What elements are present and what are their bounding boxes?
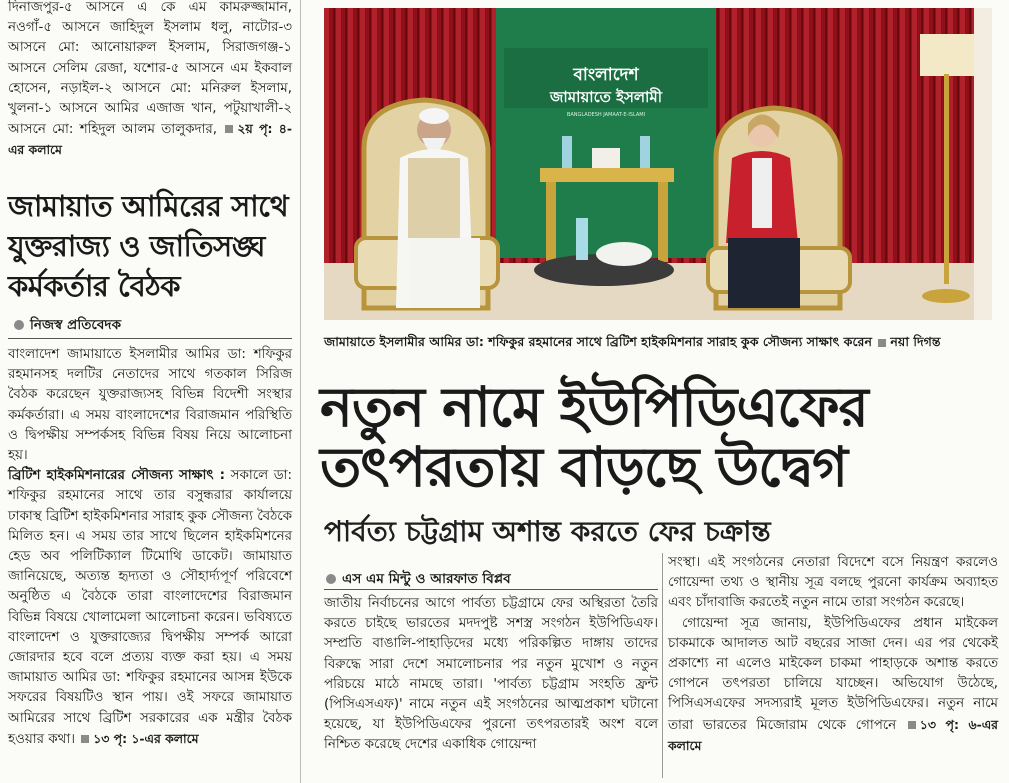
meeting-photo-illustration [324,8,992,320]
banner-title: বাংলাদেশ [573,65,639,85]
jump-marker-icon [908,721,916,729]
previous-story-jump[interactable]: ২য় পৃ: ৪-এর কলামে [8,121,292,158]
left-story-subhead: ব্রিটিশ হাইকমিশনারের সৌজন্য সাক্ষাৎ : [8,468,225,484]
divider [324,589,658,590]
main-story-column-2 [668,553,998,757]
credit-marker-icon [878,339,886,347]
main-headline-line-1: নতুন নামে ইউপিডিএফের [320,375,868,439]
main-headline [320,377,1002,497]
bullet-icon [14,320,24,330]
left-story-body [8,345,292,750]
banner-small-text: BANGLADESH JAMAAT-E-ISLAMI [566,112,646,118]
left-story-reporter: নিজস্ব প্রতিবেদক [14,314,121,337]
main-story-paragraph: গোয়েন্দা সূত্র জানায়, ইউপিডিএফের প্রধান মাইকেল চাকমাকে আদালত আট বছরের সাজা দেন। এর পর থেকেই প্রকাশ্যে না এলেও মাইকেল চাকমা পাহাড়কে অশান্ত করতে গোপনে তৎপরতা চালিয়ে যাচ্ছেন। অভিযোগ উঠেছে, পিসিএসএফের সদস্যরাই মূলত ইউপিডিএফের। নতুন নামে তারা ভারতের মিজোরাম থেকে গোপনে [668,615,998,733]
banner-subtitle: জামায়াতে ইসলামী [550,88,662,106]
column-divider [662,553,663,778]
main-story-jump[interactable]: ১৩ পৃ: ৬-এর কলামে [668,716,998,753]
previous-story-continuation [8,0,292,162]
jump-marker-icon [81,735,89,743]
divider [8,338,292,339]
main-story-byline: এস এম মিন্টু ও আরফাত বিপ্লব [326,568,511,591]
photo-caption: জামায়াতে ইসলামীর আমির ডা: শফিকুর রহমানের সাথে ব্রিটিশ হাইকমিশনার সারাহ কুক সৌজন্য সাক্ষাৎ করেন নয়া দিগন্ত [324,334,941,349]
left-column [8,0,292,783]
main-headline-line-2: তৎপরতায় বাড়ছে উদ্বেগ [320,435,848,499]
left-story-headline: জামায়াত আমিরের সাথে যুক্তরাজ্য ও জাতিসঙ্ঘ কর্মকর্তার বৈঠক [8,189,289,303]
main-story-paragraph: জাতীয় নির্বাচনের আগে পার্বত্য চট্টগ্রামে ফের অস্থিরতা তৈরি করতে চাইছে ভারতের মদদপুষ্ট সশস্ত্র সংগঠন ইউপিডিএফ। সম্প্রতি বাঙালি-পাহাড়িদের মধ্যে পরিকল্পিত দাঙ্গায় তাদের বিরুদ্ধে সারা দেশে সমালোচনার পর নতুন মুখোশ ও নতুন পরিচয়ে মাঠে নামছে তারা। 'পার্বত্য চট্টগ্রাম সংহতি ফ্রন্ট (পিসিএসএফ)' নামে নতুন এই সংগঠনের আত্মপ্রকাশ ঘটানো হয়েছে, যা ইউপিডিএফের পুরনো তৎপরতারই অংশ বলে নিশ্চিত করেছে দেশের একাধিক গোয়েন্দা [324,596,658,753]
main-story-paragraph: সংস্থা। এই সংগঠনের নেতারা বিদেশে বসে নিয়ন্ত্রণ করলেও গোয়েন্দা তথ্য ও স্থানীয় সূত্র বলছে পুরনো কার্যক্রম অব্যাহত এবং চাঁদাবাজি করতেই নতুন নামে তারা সংগঠন করেছে। [668,555,998,611]
main-story-column-1 [324,594,658,756]
jump-marker-icon [225,125,233,133]
previous-story-text: দিনাজপুর-৫ আসনে এ কে এম কামরুজ্জামান, নওগাঁ-৫ আসনে জাহিদুল ইসলাম ধলু, নাটোর-৩ আসনে মো: আনোয়ারুল ইসলাম, সিরাজগঞ্জ-১ আসনে সেলিম রেজা, যশোর-৫ আসনে এম ইকবাল হোসেন, নড়াইল-২ আসনে মো: মনিরুল ইসলাম, খুলনা-১ আসনে আমির এজাজ খান, পটুয়াখালী-২ আসনে মো: শহিদুল আলম তালুকদার, [8,0,292,138]
left-story-paragraph: বাংলাদেশ জামায়াতে ইসলামীর আমির ডা: শফিকুর রহমানসহ দলটির নেতাদের সাথে গতকাল সিরিজ বৈঠক করেছেন যুক্তরাজ্যসহ বিভিন্ন বিদেশী সংস্থার কর্মকর্তারা। এ সময় বাংলাদেশের বিরাজমান পরিস্থিতি ও দ্বিপক্ষীয় সম্পর্কসহ বিভিন্ন বিষয় নিয়ে আলোচনা হয়। [8,347,292,464]
bullet-icon [326,574,336,584]
news-photo [324,8,992,320]
column-divider [300,0,301,783]
main-subheadline: পার্বত্য চট্টগ্রাম অশান্ত করতে ফের চক্রান্ত [324,515,771,548]
left-story-jump[interactable]: ১৩ পৃ: ১-এর কলামে [93,730,199,746]
right-column [320,0,1002,783]
left-story-paragraph: সকালে ডা: শফিকুর রহমানের সাথে তার বসুন্ধরার কার্যালয়ে ঢাকাস্থ ব্রিটিশ হাইকমিশনার সারাহ কুক সৌজন্য বৈঠকে মিলিত হন। এ সময় তার সাথে ছিলেন হাইকমিশনের হেড অব পলিটিক্যাল টিমোথি ডাকেট। জামায়াত জানিয়েছে, অত্যন্ত হৃদ্যতা ও সৌহার্দ্যপূর্ণ পরিবেশে অনুষ্ঠিত এ বৈঠকে তারা বাংলাদেশের বিরাজমান বিভিন্ন বিষয়ে খোলামেলা আলোচনা করেন। ভবিষ্যতে বাংলাদেশ ও যুক্তরাজ্যের দ্বিপক্ষীয় সম্পর্ক আরো জোরদার হবে বলে প্রত্যয় ব্যক্ত করা হয়। এ সময় জামায়াত আমির ডা: শফিকুর রহমানের আসন্ন ইউকে সফরের বিষয়টিও স্থান পায়। ওই সফরে জামায়াত আমিরের সাথে ব্রিটিশ সরকারের এক মন্ত্রীর বৈঠক হওয়ার কথা। [8,468,292,747]
photo-credit: নয়া দিগন্ত [890,334,941,349]
